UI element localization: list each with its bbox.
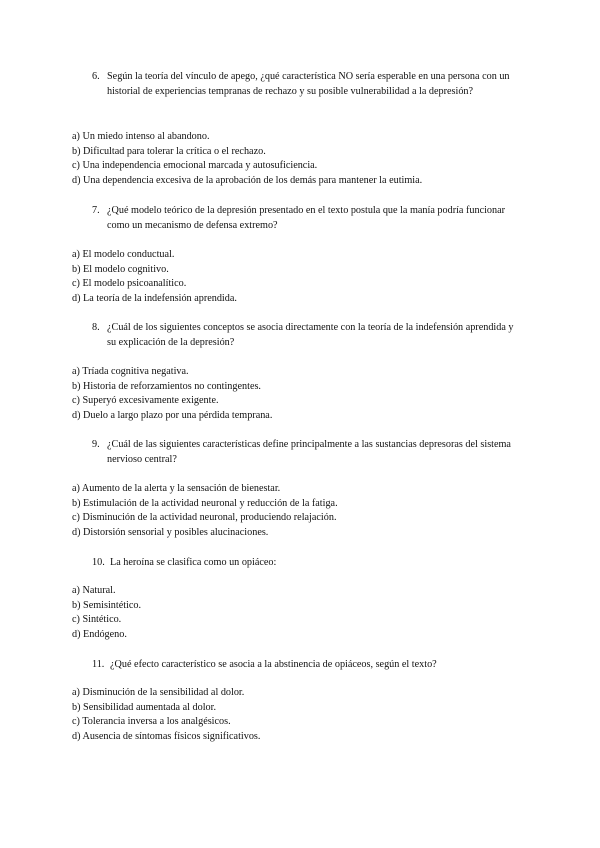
option-d: d) La teoría de la indefensión aprendida.	[72, 292, 237, 304]
option-c: c) Una independencia emocional marcada y autosuficiencia.	[72, 160, 318, 172]
option-b: b) Semisintético.	[72, 599, 142, 611]
question-7	[92, 204, 522, 233]
option-d: d) Una dependencia excesiva de la aprobación de los demás para mantener la eutimia.	[72, 174, 423, 186]
question-text: Según la teoría del vínculo de apego, ¿qué característica NO sería esperable en una persona con un historial de experiencias tempranas de rechazo y su posible vulnerabilidad a la depresión?	[107, 71, 510, 97]
option-b: b) Dificultad para tolerar la crítica o el rechazo.	[72, 145, 266, 157]
options-10	[72, 584, 532, 642]
option-a: a) Disminución de la sensibilidad al dolor.	[72, 687, 245, 698]
options-9	[72, 482, 532, 540]
question-text: ¿Cuál de los siguientes conceptos se asocia directamente con la teoría de la indefensión aprendida y su explicación de la depresión?	[107, 322, 514, 348]
option-a: a) El modelo conductual.	[72, 249, 175, 260]
question-number: 11.	[92, 659, 105, 670]
options-11	[72, 686, 532, 744]
question-10	[92, 556, 522, 571]
question-9	[92, 438, 522, 467]
option-c: c) Disminución de la actividad neuronal, produciendo relajación.	[72, 512, 337, 524]
option-b: b) Estimulación de la actividad neuronal y reducción de la fatiga.	[72, 497, 338, 509]
question-6	[92, 70, 522, 99]
option-c: c) Superyó excesivamente exigente.	[72, 395, 219, 407]
option-b: b) Sensibilidad aumentada al dolor.	[72, 701, 217, 713]
option-b: b) Historia de reforzamientos no contingentes.	[72, 380, 261, 392]
option-d: d) Endógeno.	[72, 628, 127, 640]
options-8	[72, 365, 532, 423]
question-text: ¿Qué modelo teórico de la depresión presentado en el texto postula que la manía podría funcionar como un mecanismo de defensa extremo?	[107, 205, 506, 231]
option-c: c) Tolerancia inversa a los analgésicos.	[72, 716, 231, 728]
question-number: 7.	[92, 205, 100, 216]
option-c: c) El modelo psicoanalítico.	[72, 278, 187, 290]
options-6	[72, 130, 532, 188]
option-a: a) Un miedo intenso al abandono.	[72, 131, 210, 142]
question-number: 9.	[92, 439, 100, 450]
option-a: a) Tríada cognitiva negativa.	[72, 366, 189, 377]
question-number: 10.	[92, 557, 105, 568]
question-text: ¿Cuál de las siguientes características define principalmente a las sustancias depresoras del sistema nervioso central?	[107, 439, 511, 465]
option-a: a) Natural.	[72, 585, 116, 596]
question-8	[92, 321, 522, 350]
option-b: b) El modelo cognitivo.	[72, 263, 169, 275]
question-11	[92, 658, 522, 673]
option-a: a) Aumento de la alerta y la sensación de bienestar.	[72, 483, 281, 494]
option-d: d) Duelo a largo plazo por una pérdida temprana.	[72, 409, 273, 421]
question-text: La heroína se clasifica como un opiáceo:	[110, 557, 277, 568]
option-d: d) Ausencia de síntomas físicos significativos.	[72, 730, 261, 742]
option-c: c) Sintético.	[72, 614, 122, 626]
question-number: 8.	[92, 322, 100, 333]
question-text: ¿Qué efecto característico se asocia a la abstinencia de opiáceos, según el texto?	[110, 659, 437, 670]
options-7	[72, 248, 532, 306]
option-d: d) Distorsión sensorial y posibles alucinaciones.	[72, 526, 269, 538]
question-number: 6.	[92, 71, 100, 82]
